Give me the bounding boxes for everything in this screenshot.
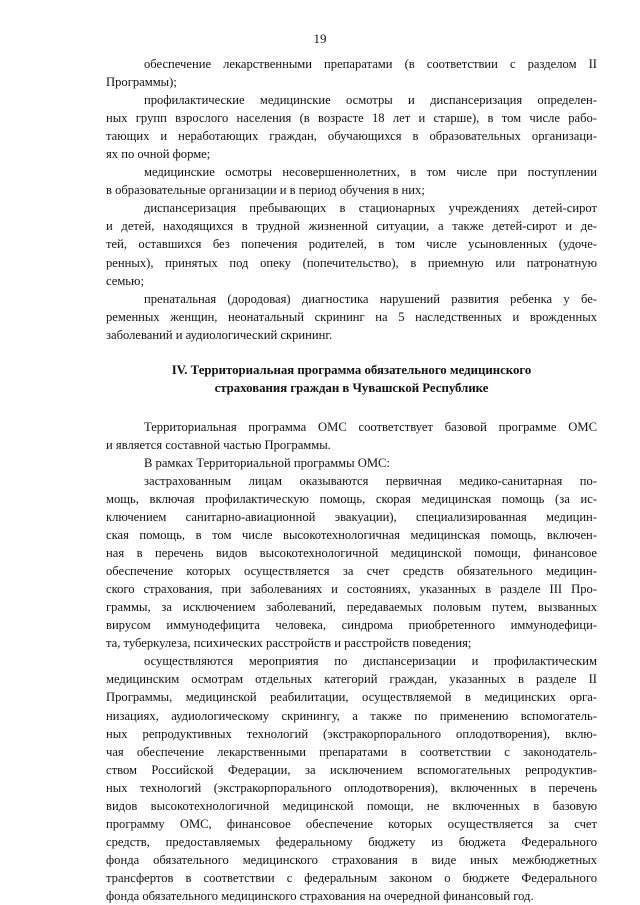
paragraph — [106, 418, 597, 454]
text-line: тающих и неработающих граждан, обучающихся в образовательных организаци- — [106, 129, 597, 144]
text-line: обеспечение которых осуществляется за счет средств обязательного медицин- — [106, 564, 597, 579]
text-line: В рамках Территориальной программы ОМС: — [144, 455, 390, 470]
section-1-list — [106, 55, 597, 344]
text-line: низациях, аудиологическому скринингу, а также по применению вспомогатель- — [106, 708, 597, 723]
text-line: тей, оставшихся без попечения родителей, в том числе усыновленных (удоче- — [106, 237, 597, 252]
heading-line-2: страхования граждан в Чувашской Республике — [214, 380, 489, 395]
paragraph — [106, 163, 597, 199]
paragraph — [106, 652, 597, 905]
text-line: та, туберкулеза, психических расстройств и расстройств поведения; — [106, 636, 472, 651]
text-line: мощь, включая профилактическую помощь, скорая медицинская помощь (за ис- — [106, 491, 597, 506]
text-line: программу ОМС, финансовое обеспечение которых осуществляется за счет — [106, 816, 597, 831]
text-line: заболеваний и аудиологический скрининг. — [106, 327, 333, 342]
text-line: ременных женщин, неонатальный скрининг на 5 наследственных и врожденных — [106, 309, 597, 324]
text-line: ключением санитарно-авиационной эвакуации), специализированная медицин- — [106, 509, 597, 524]
text-line: ского страхования, при заболеваниях и состояниях, указанных в разделе III Про- — [106, 582, 597, 597]
text-line: Программы); — [106, 75, 177, 90]
text-line: трансфертов в соответствии с федеральным законом о бюджете Федерального — [106, 870, 597, 885]
text-line: осуществляются мероприятия по диспансеризации и профилактическим — [144, 654, 597, 669]
text-line: ных репродуктивных технологий (экстракорпорального оплодотворения), вклю- — [106, 726, 597, 741]
text-line: и является составной частью Программы. — [106, 437, 331, 452]
paragraph — [106, 290, 597, 344]
text-line: ством Российской Федерации, за исключением вспомогательных репродуктив- — [106, 762, 597, 777]
section-heading — [106, 361, 597, 397]
paragraph — [106, 91, 597, 163]
text-line: ренных), принятых под опеку (попечительство), в приемную или патронатную — [106, 255, 597, 270]
text-line: медицинские осмотры несовершеннолетних, в том числе при поступлении — [144, 165, 597, 180]
text-line: чая обеспечение лекарственными препаратами в соответствии с законодатель- — [106, 744, 597, 759]
text-line: вирусом иммунодефицита человека, синдрома приобретенного иммунодефици- — [106, 618, 597, 633]
text-line: обеспечение лекарственными препаратами (в соответствии с разделом II — [144, 57, 597, 71]
paragraph — [106, 55, 597, 91]
paragraph — [106, 472, 597, 652]
text-line: ных технологий (экстракорпорального оплодотворения), включенных в перечень — [106, 780, 597, 795]
text-line: профилактические медицинские осмотры и диспансеризация определен- — [144, 93, 597, 108]
text-line: Территориальная программа ОМС соответствует базовой программе ОМС — [144, 419, 597, 434]
text-line: фонда обязательного медицинского страхования в виде иных межбюджетных — [106, 852, 597, 867]
text-line: ных групп взрослого населения (в возрасте 18 лет и старше), в том числе рабо- — [106, 111, 597, 126]
document-body — [106, 55, 597, 905]
text-line: пренатальная (дородовая) диагностика нарушений развития ребенка у бе- — [144, 291, 597, 306]
text-line: семью; — [106, 273, 144, 288]
text-line: застрахованным лицам оказываются первичная медико-санитарная по- — [144, 473, 597, 488]
text-line: диспансеризация пребывающих в стационарных учреждениях детей-сирот — [144, 201, 597, 216]
text-line: медицинским осмотрам отдельных категорий граждан, указанных в разделе II — [106, 672, 597, 687]
text-line: ная в перечень видов высокотехнологичной медицинской помощи, финансовое — [106, 546, 597, 561]
text-line: граммы, за исключением заболеваний, передаваемых половым путем, вызванных — [106, 600, 597, 615]
text-line: Программы, медицинской реабилитации, осуществляемой в медицинских орга- — [106, 690, 597, 705]
text-line: средств, предоставляемых федеральному бюджету из бюджета Федерального — [106, 834, 597, 849]
section-2-text — [106, 418, 597, 905]
text-line: в образовательные организации и в период обучения в них; — [106, 183, 425, 198]
text-line: ская помощь, в том числе высокотехнологичная медицинская помощь, включен- — [106, 528, 597, 543]
text-line: видов высокотехнологичной медицинской помощи, не включенных в базовую — [106, 798, 597, 813]
text-line: и детей, находящихся в трудной жизненной ситуации, а также детей-сирот и де- — [106, 219, 597, 234]
heading-line-1: IV. Территориальная программа обязательного медицинского — [171, 362, 532, 377]
page-number: 19 — [313, 31, 327, 46]
text-line: фонда обязательного медицинского страхования на очередной финансовый год. — [106, 888, 534, 903]
text-line: ях по очной форме; — [106, 147, 211, 162]
paragraph — [106, 454, 597, 472]
paragraph — [106, 199, 597, 289]
